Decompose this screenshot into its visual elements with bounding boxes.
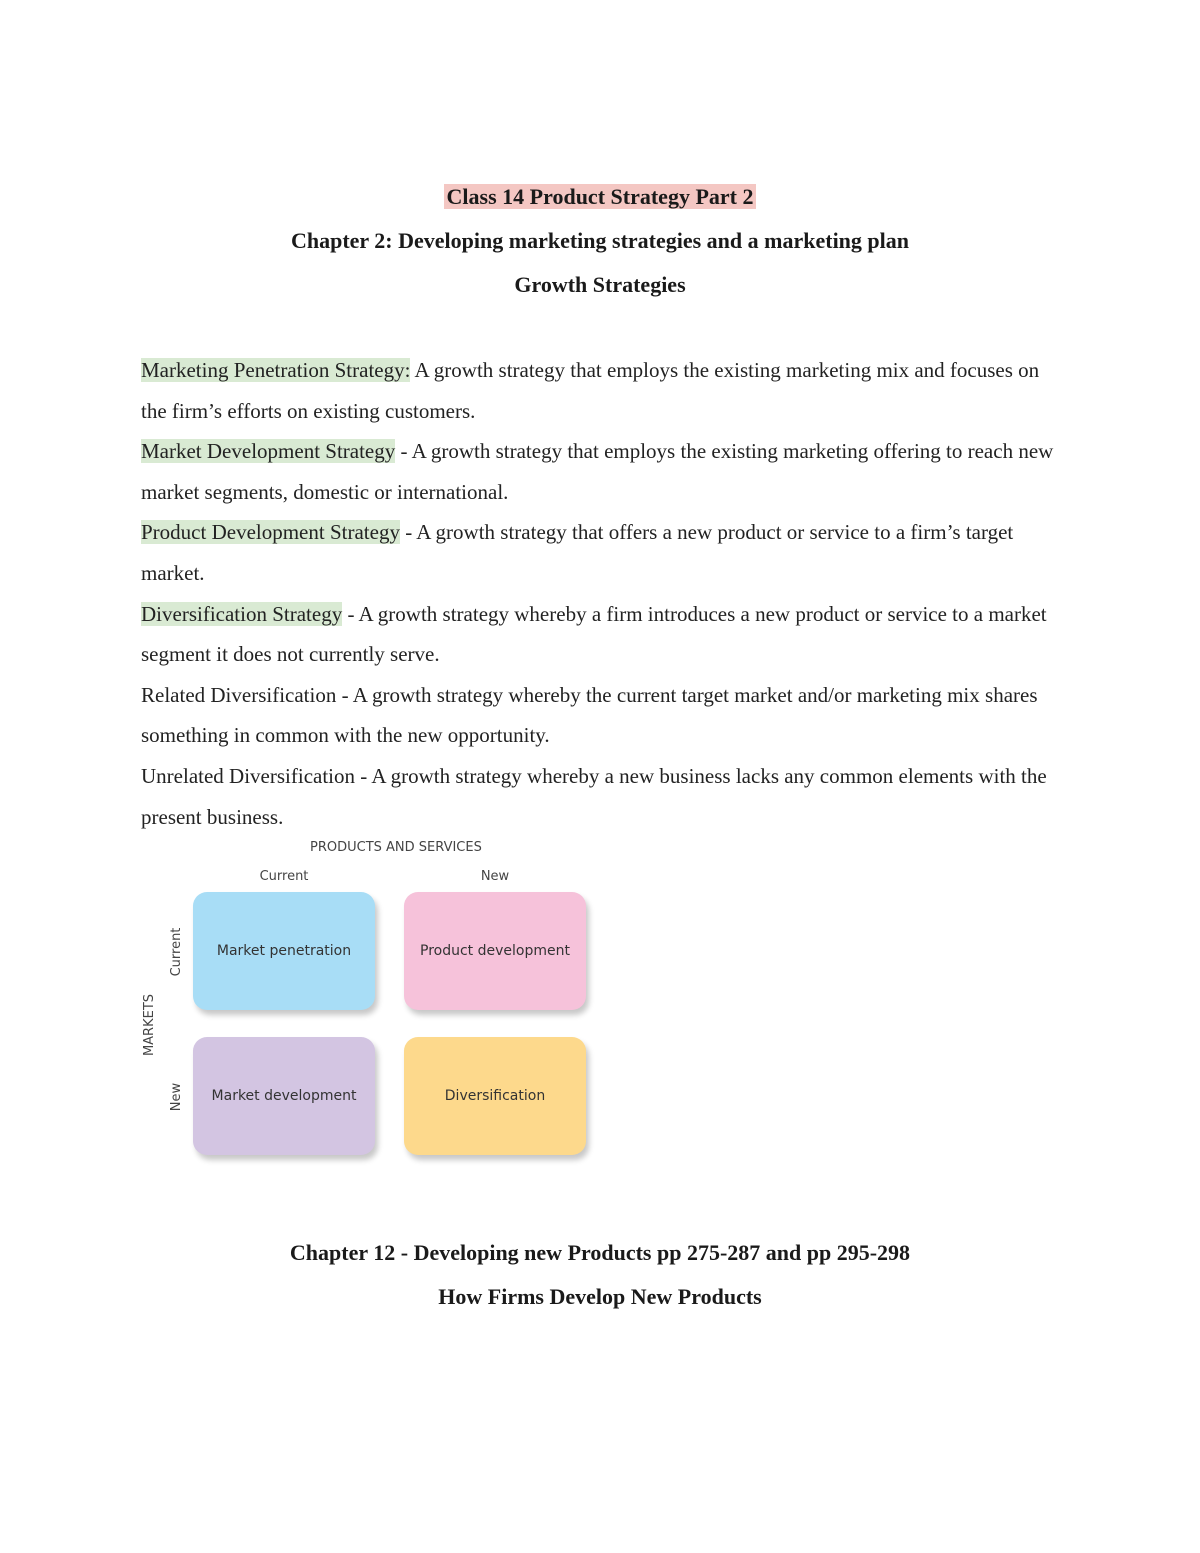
growth-strategies-heading: Growth Strategies [514,272,686,297]
row-label-current: Current [169,927,184,977]
markets-axis-label: MARKETS [142,993,157,1057]
definition-paragraph [141,675,1061,756]
definition-term: Market Development Strategy [141,439,396,464]
column-label-current: Current [259,869,309,884]
market-development-quadrant: Market development [193,1037,375,1155]
how-firms-develop-heading: How Firms Develop New Products [438,1284,762,1309]
market-penetration-quadrant: Market penetration [193,892,375,1010]
diversification-quadrant: Diversification [404,1037,586,1155]
definition-paragraph [141,350,1061,431]
definition-text: A growth strategy that employs the existing marketing mix and focuses on the firm’s efforts on existing customers. [141,358,1040,423]
page-title [0,182,1200,212]
chapter-2-heading: Chapter 2: Developing marketing strategies and a marketing plan [290,228,910,253]
definition-term: Product Development Strategy [141,520,400,545]
definition-text: - A growth strategy that employs the existing marketing offering to reach new market segments, domestic or international. [141,439,1054,504]
definition-paragraph [141,756,1061,837]
definition-term: Unrelated Diversification [141,763,355,788]
column-label-new: New [480,869,510,884]
definition-paragraph [141,431,1061,512]
row-label-new: New [169,1082,184,1112]
definition-paragraph [141,594,1061,675]
definition-text: - A growth strategy that offers a new product or service to a firm’s target market. [141,520,1014,585]
products-and-services-axis-label: PRODUCTS AND SERVICES [310,840,482,855]
growth-matrix-diagram [130,832,610,1172]
page-title-text: Class 14 Product Strategy Part 2 [444,184,757,209]
definition-text: - A growth strategy whereby the current target market and/or marketing mix shares something in common with the new opportunity. [141,682,1038,748]
product-development-quadrant: Product development [404,892,586,1010]
chapter-12-heading: Chapter 12 - Developing new Products pp 275-287 and pp 295-298 [289,1240,911,1265]
definition-text: - A growth strategy whereby a new business lacks any common elements with the present business. [141,763,1047,829]
definition-text: - A growth strategy whereby a firm introduces a new product or service to a market segment it does not currently serve. [141,601,1047,667]
definitions-body [141,350,1061,837]
definition-paragraph [141,512,1061,593]
definition-term: Related Diversification [141,682,337,707]
definition-term: Diversification Strategy [141,601,343,626]
definition-term: Marketing Penetration Strategy: [141,358,411,382]
